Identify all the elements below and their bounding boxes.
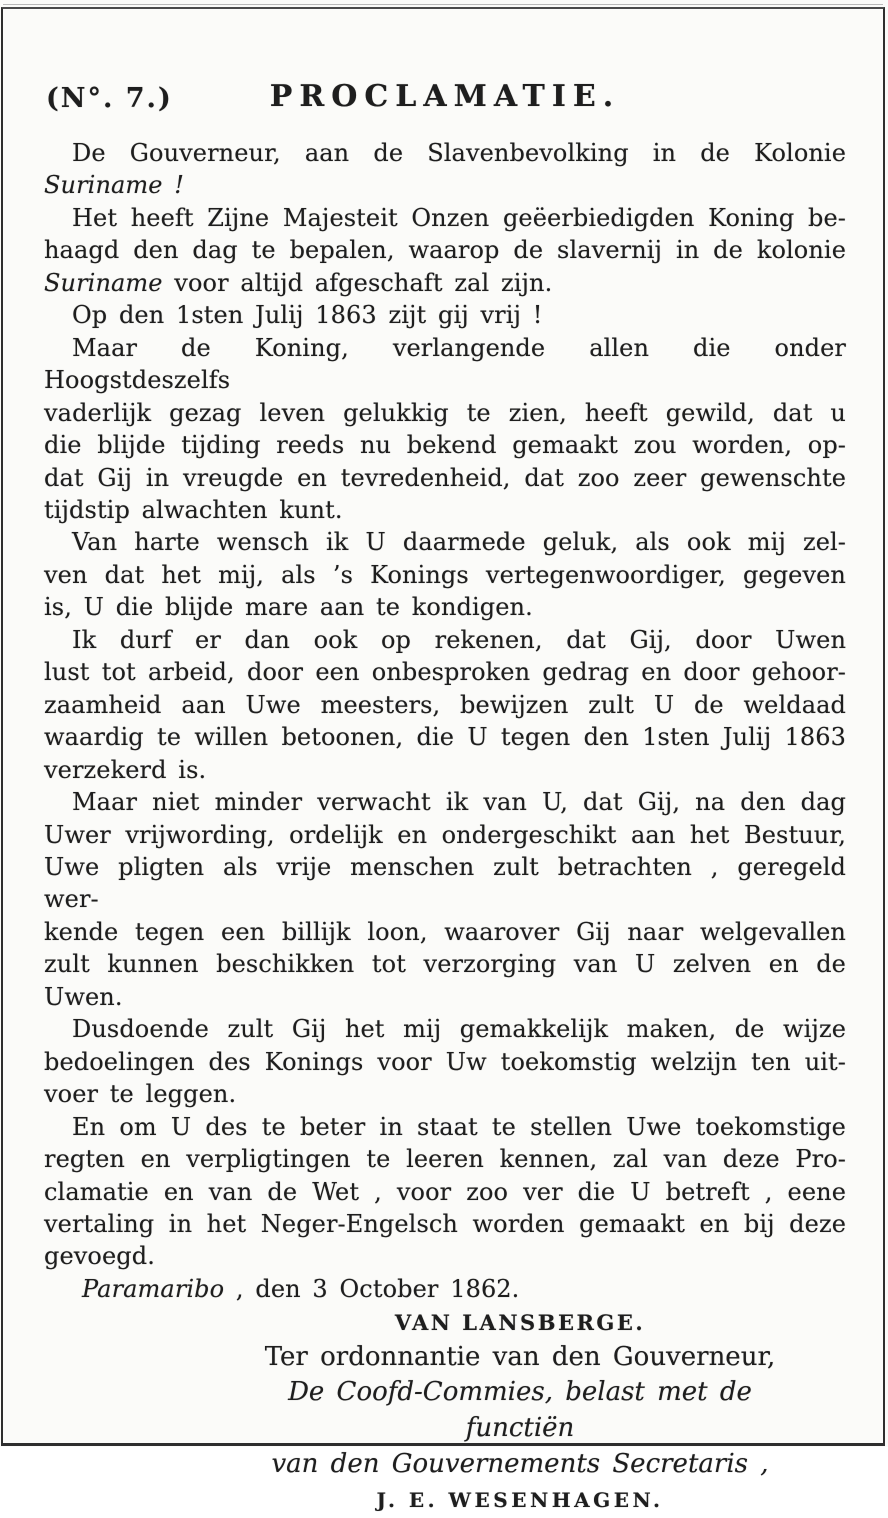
dateline-date: , den 3 October 1862. bbox=[224, 1274, 520, 1303]
text-line: waardig te willen betoonen, die U tegen den 1sten Julij 1863 bbox=[44, 723, 846, 752]
text-line: vertaling in het Neger-Engelsch worden gemaakt en bij deze bbox=[44, 1209, 846, 1238]
document-title: PROCLAMATIE. bbox=[269, 79, 621, 114]
text-line: vaderlijk gezag leven gelukkig te zien, heeft gewild, dat u bbox=[44, 398, 846, 427]
text-line: Maar niet minder verwacht ik van U, dat Gij, na den dag bbox=[72, 788, 846, 817]
text-line: Uwer vrijwording, ordelijk en ondergeschikt aan het Bestuur, bbox=[44, 820, 846, 849]
text-line: En om U des te beter in staat te stellen Uwe toekomstige bbox=[72, 1112, 846, 1141]
text-line: gevoegd. bbox=[44, 1242, 155, 1271]
text-line: kende tegen een billijk loon, waarover Gij naar welgevallen bbox=[44, 917, 846, 946]
text-line: lust tot arbeid, door een onbesproken gedrag en door gehoor- bbox=[44, 658, 846, 687]
text-line: Van harte wensch ik U daarmede geluk, als ook mij zel- bbox=[72, 528, 846, 557]
document-number: (N°. 7.) bbox=[46, 83, 173, 114]
text-line: Uwen. bbox=[44, 982, 123, 1011]
text-line: die blijde tijding reeds nu bekend gemaakt zou worden, op- bbox=[44, 431, 846, 460]
text-line: De Gouverneur, aan de Slavenbevolking in de Kolonie bbox=[72, 139, 846, 167]
text-line: Op den 1sten Julij 1863 zijt gij vrij ! bbox=[72, 301, 543, 330]
proclamation-body bbox=[44, 137, 846, 1273]
text-line: zult kunnen beschikken tot verzorging van U zelven en de bbox=[44, 950, 846, 979]
text-line: is, U die blijde mare aan te kondigen. bbox=[44, 593, 533, 622]
dateline-place: Paramaribo bbox=[82, 1274, 225, 1303]
function-title-line-1: De Coofd-Commies, belast met de functiën bbox=[288, 1377, 752, 1444]
text-line: bedoelingen des Konings voor Uw toekomstig welzijn ten uit- bbox=[44, 1047, 846, 1076]
text-line: clamatie en van de Wet , voor zoo ver die U betreft , eene bbox=[44, 1177, 846, 1206]
text-line: Ik durf er dan ook op rekenen, dat Gij, door Uwen bbox=[72, 625, 846, 654]
ordinance-line: Ter ordonnantie van den Gouverneur, bbox=[264, 1342, 776, 1373]
text-line: Dusdoende zult Gij het mij gemakkelijk maken, de wijze bbox=[72, 1015, 846, 1044]
text-line: regten en verpligtingen te leeren kennen, zal van deze Pro- bbox=[44, 1145, 846, 1174]
masthead bbox=[44, 76, 846, 137]
text-line: voer te leggen. bbox=[44, 1080, 237, 1109]
text-line: Het heeft Zijne Majesteit Onzen geëerbiedigden Koning be- bbox=[72, 203, 846, 232]
text-line: ven dat het mij, als ’s Konings vertegenwoordiger, gegeven bbox=[44, 560, 846, 589]
dateline bbox=[44, 1273, 846, 1305]
text-line: Suriname ! bbox=[44, 171, 185, 200]
governor-signature-name: VAN LANSBERGE. bbox=[394, 1310, 646, 1336]
signature-block bbox=[240, 1306, 800, 1518]
text-line: Maar de Koning, verlangende allen die onder Hoogstdeszelfs bbox=[44, 333, 846, 395]
text-line: haagd den dag te bepalen, waarop de slavernij in de kolonie bbox=[44, 236, 846, 265]
page-content bbox=[44, 76, 846, 1518]
text-line: tijdstip alwachten kunt. bbox=[44, 495, 343, 524]
text-line: verzekerd is. bbox=[44, 755, 207, 784]
text-line: dat Gij in vreugde en tevredenheid, dat zoo zeer gewenschte bbox=[44, 463, 846, 492]
text-line: Suriname voor altijd afgeschaft zal zijn. bbox=[44, 268, 553, 297]
text-line: Uwe pligten als vrije menschen zult betrachten , geregeld wer- bbox=[44, 852, 846, 914]
function-title-line-2: van den Gouvernements Secretaris , bbox=[271, 1449, 769, 1480]
text-line: zaamheid aan Uwe meesters, bewijzen zult U de weldaad bbox=[44, 690, 846, 719]
secretary-signature-name: J. E. WESENHAGEN. bbox=[376, 1488, 664, 1513]
